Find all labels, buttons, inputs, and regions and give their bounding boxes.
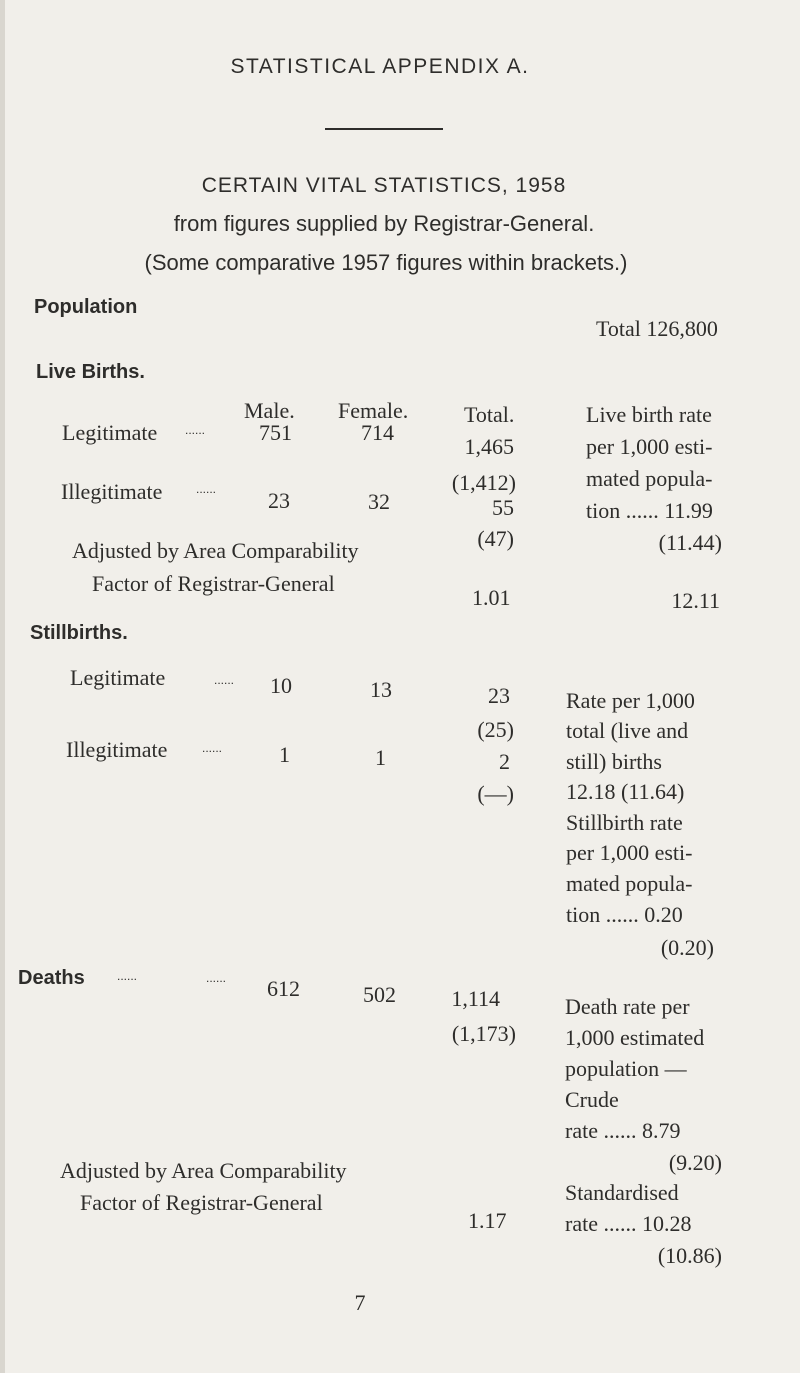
live-rate-adjusted: 12.11	[671, 588, 720, 613]
standardised-death-rate-1957: (10.86)	[657, 1243, 722, 1268]
page-number: 7	[354, 1290, 366, 1315]
standardised-death-rate: rate ...... 10.28	[565, 1211, 692, 1236]
comparative-note: (Some comparative 1957 figures within brackets.)	[144, 250, 628, 275]
deaths-female: 502	[363, 982, 396, 1007]
deaths-adjusted-line1: Adjusted by Area Comparability	[60, 1158, 347, 1183]
still-rate-note-line: still) births	[566, 749, 662, 774]
live-adjusted-line2: Factor of Registrar-General	[92, 571, 335, 596]
document-title: CERTAIN VITAL STATISTICS, 1958	[201, 174, 567, 197]
leader-dots: ......	[206, 971, 227, 985]
still-illegitimate-male: 1	[279, 742, 290, 767]
deaths-adjusted-factor: 1.17	[468, 1208, 507, 1233]
leader-dots: ......	[214, 673, 235, 687]
deaths-1957: (1,173)	[451, 1021, 516, 1046]
live-illegitimate-label: Illegitimate	[61, 479, 163, 504]
deaths-adjusted-line2: Factor of Registrar-General	[80, 1190, 323, 1215]
still-illegitimate-1957: (—)	[477, 781, 514, 806]
crude-death-rate-1957: (9.20)	[668, 1150, 722, 1175]
still-rate-note-line: Rate per 1,000	[566, 688, 695, 713]
still-legitimate-total: 23	[488, 683, 510, 708]
live-births-heading: Live Births.	[36, 361, 145, 383]
live-rate-value: tion ...... 11.99	[586, 498, 713, 523]
leader-dots: ......	[202, 741, 223, 755]
stillbirth-rate-1957: (0.20)	[660, 935, 714, 960]
death-rate-note-line: population —	[565, 1056, 687, 1081]
leader-dots: ......	[196, 482, 217, 496]
crude-death-rate: rate ...... 8.79	[565, 1118, 681, 1143]
column-header-total: Total.	[464, 402, 515, 427]
deaths-label: Deaths	[18, 967, 85, 989]
death-rate-note-line: Death rate per	[565, 994, 690, 1019]
still-rate-note-line: total (live and	[566, 718, 689, 743]
deaths-male: 612	[267, 976, 300, 1001]
divider-rule	[325, 128, 443, 130]
still-rate-value: 12.18 (11.64)	[566, 779, 685, 804]
still-illegitimate-label: Illegitimate	[66, 737, 168, 762]
live-rate-note-line: mated popula-	[586, 466, 713, 491]
leader-dots: ......	[117, 969, 138, 983]
live-legitimate-label: Legitimate	[62, 420, 158, 445]
source-note: from figures supplied by Registrar-General.	[173, 211, 595, 236]
death-rate-note-line: Standardised	[565, 1180, 679, 1205]
death-rate-note-line: Crude	[565, 1087, 619, 1112]
stillbirth-rate-value: tion ...... 0.20	[566, 902, 683, 927]
live-illegitimate-female: 32	[368, 489, 390, 514]
live-legitimate-total: 1,465	[464, 434, 514, 459]
column-header-female: Female.	[338, 398, 409, 423]
appendix-title: STATISTICAL APPENDIX A.	[230, 55, 530, 78]
still-legitimate-label: Legitimate	[70, 665, 166, 690]
still-legitimate-1957: (25)	[477, 717, 514, 742]
population-total: Total 126,800	[596, 316, 718, 341]
population-label: Population	[34, 296, 138, 318]
live-rate-1957: (11.44)	[658, 530, 722, 555]
leader-dots: ......	[185, 423, 206, 437]
still-illegitimate-female: 1	[375, 745, 386, 770]
live-rate-note-line: Live birth rate	[586, 402, 712, 427]
still-rate-note-line: mated popula-	[566, 871, 693, 896]
live-legitimate-1957: (1,412)	[451, 470, 516, 495]
live-adjusted-line1: Adjusted by Area Comparability	[72, 538, 359, 563]
live-rate-note-line: per 1,000 esti-	[586, 434, 713, 459]
still-illegitimate-total: 2	[499, 749, 510, 774]
still-rate-note-line: per 1,000 esti-	[566, 840, 693, 865]
still-rate-note-line: Stillbirth rate	[566, 810, 683, 835]
still-legitimate-male: 10	[270, 673, 292, 698]
death-rate-note-line: 1,000 estimated	[565, 1025, 705, 1050]
live-adjusted-factor: 1.01	[472, 585, 511, 610]
stillbirths-heading: Stillbirths.	[30, 622, 128, 644]
live-illegitimate-total: 55	[492, 495, 514, 520]
live-legitimate-male: 751	[259, 420, 292, 445]
live-legitimate-female: 714	[361, 420, 394, 445]
column-header-male: Male.	[244, 398, 295, 423]
live-illegitimate-male: 23	[268, 488, 290, 513]
live-illegitimate-1957: (47)	[477, 526, 514, 551]
still-legitimate-female: 13	[370, 677, 392, 702]
page-edge	[0, 0, 5, 1373]
deaths-total: 1,114	[451, 986, 500, 1011]
